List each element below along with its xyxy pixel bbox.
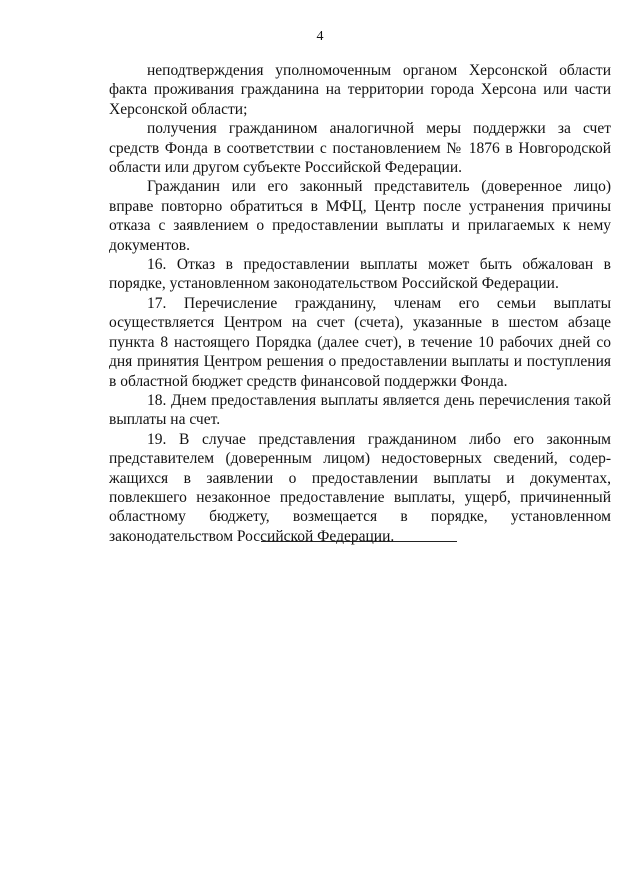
end-of-document-rule xyxy=(261,541,457,542)
paragraph-item-17: 17. Перечисление гражданину, членам его семьи выплаты осуществляется Центром на счет (счета), указанные в шестом абзаце пункта 8 настоящего Порядка (далее счет), в течение 10 рабочих дней со дня принятия Центром решения о предоставлении выплаты и поступления в областной бюджет средств финансовой поддержки Фонда. xyxy=(109,294,611,390)
paragraph-item-18: 18. Днем предоставления выплаты является день перечисления такой выплаты на счет. xyxy=(109,391,611,429)
paragraph-refusal-reason-residence: неподтверждения уполномоченным органом Херсонской области факта проживания гражданина на территории города Херсона или части Херсонской области; xyxy=(109,62,611,118)
page-number: 4 xyxy=(316,29,324,44)
paragraph-refusal-reason-duplicate-support: получения гражданином аналогичной меры поддержки за счет средств Фонда в соответствии с постановлением № 1876 в Новгородской области или другом субъекте Российской Федерации. xyxy=(109,120,611,177)
paragraph-item-19: 19. В случае представления гражданином либо его законным представителем (доверенным лицом) недостоверных сведений, содер-жащихся в заявлении о предоставлении выплаты и документах, повлекшего незаконное предоставление выплаты, ущерб, причиненный областному бюджету, возмещается в порядке, установленном законодательством Российской Федерации. xyxy=(109,430,611,545)
paragraph-repeat-application: Гражданин или его законный представитель (доверенное лицо) вправе повторно обратиться в МФЦ, Центр после устранения причины отказа с заявлением о предоставлении выплаты и прилагаемых к нему документов. xyxy=(109,178,611,254)
document-body xyxy=(109,61,611,546)
paragraph-item-16: 16. Отказ в предоставлении выплаты может быть обжалован в порядке, установленном законодательством Российской Федерации. xyxy=(109,256,611,293)
